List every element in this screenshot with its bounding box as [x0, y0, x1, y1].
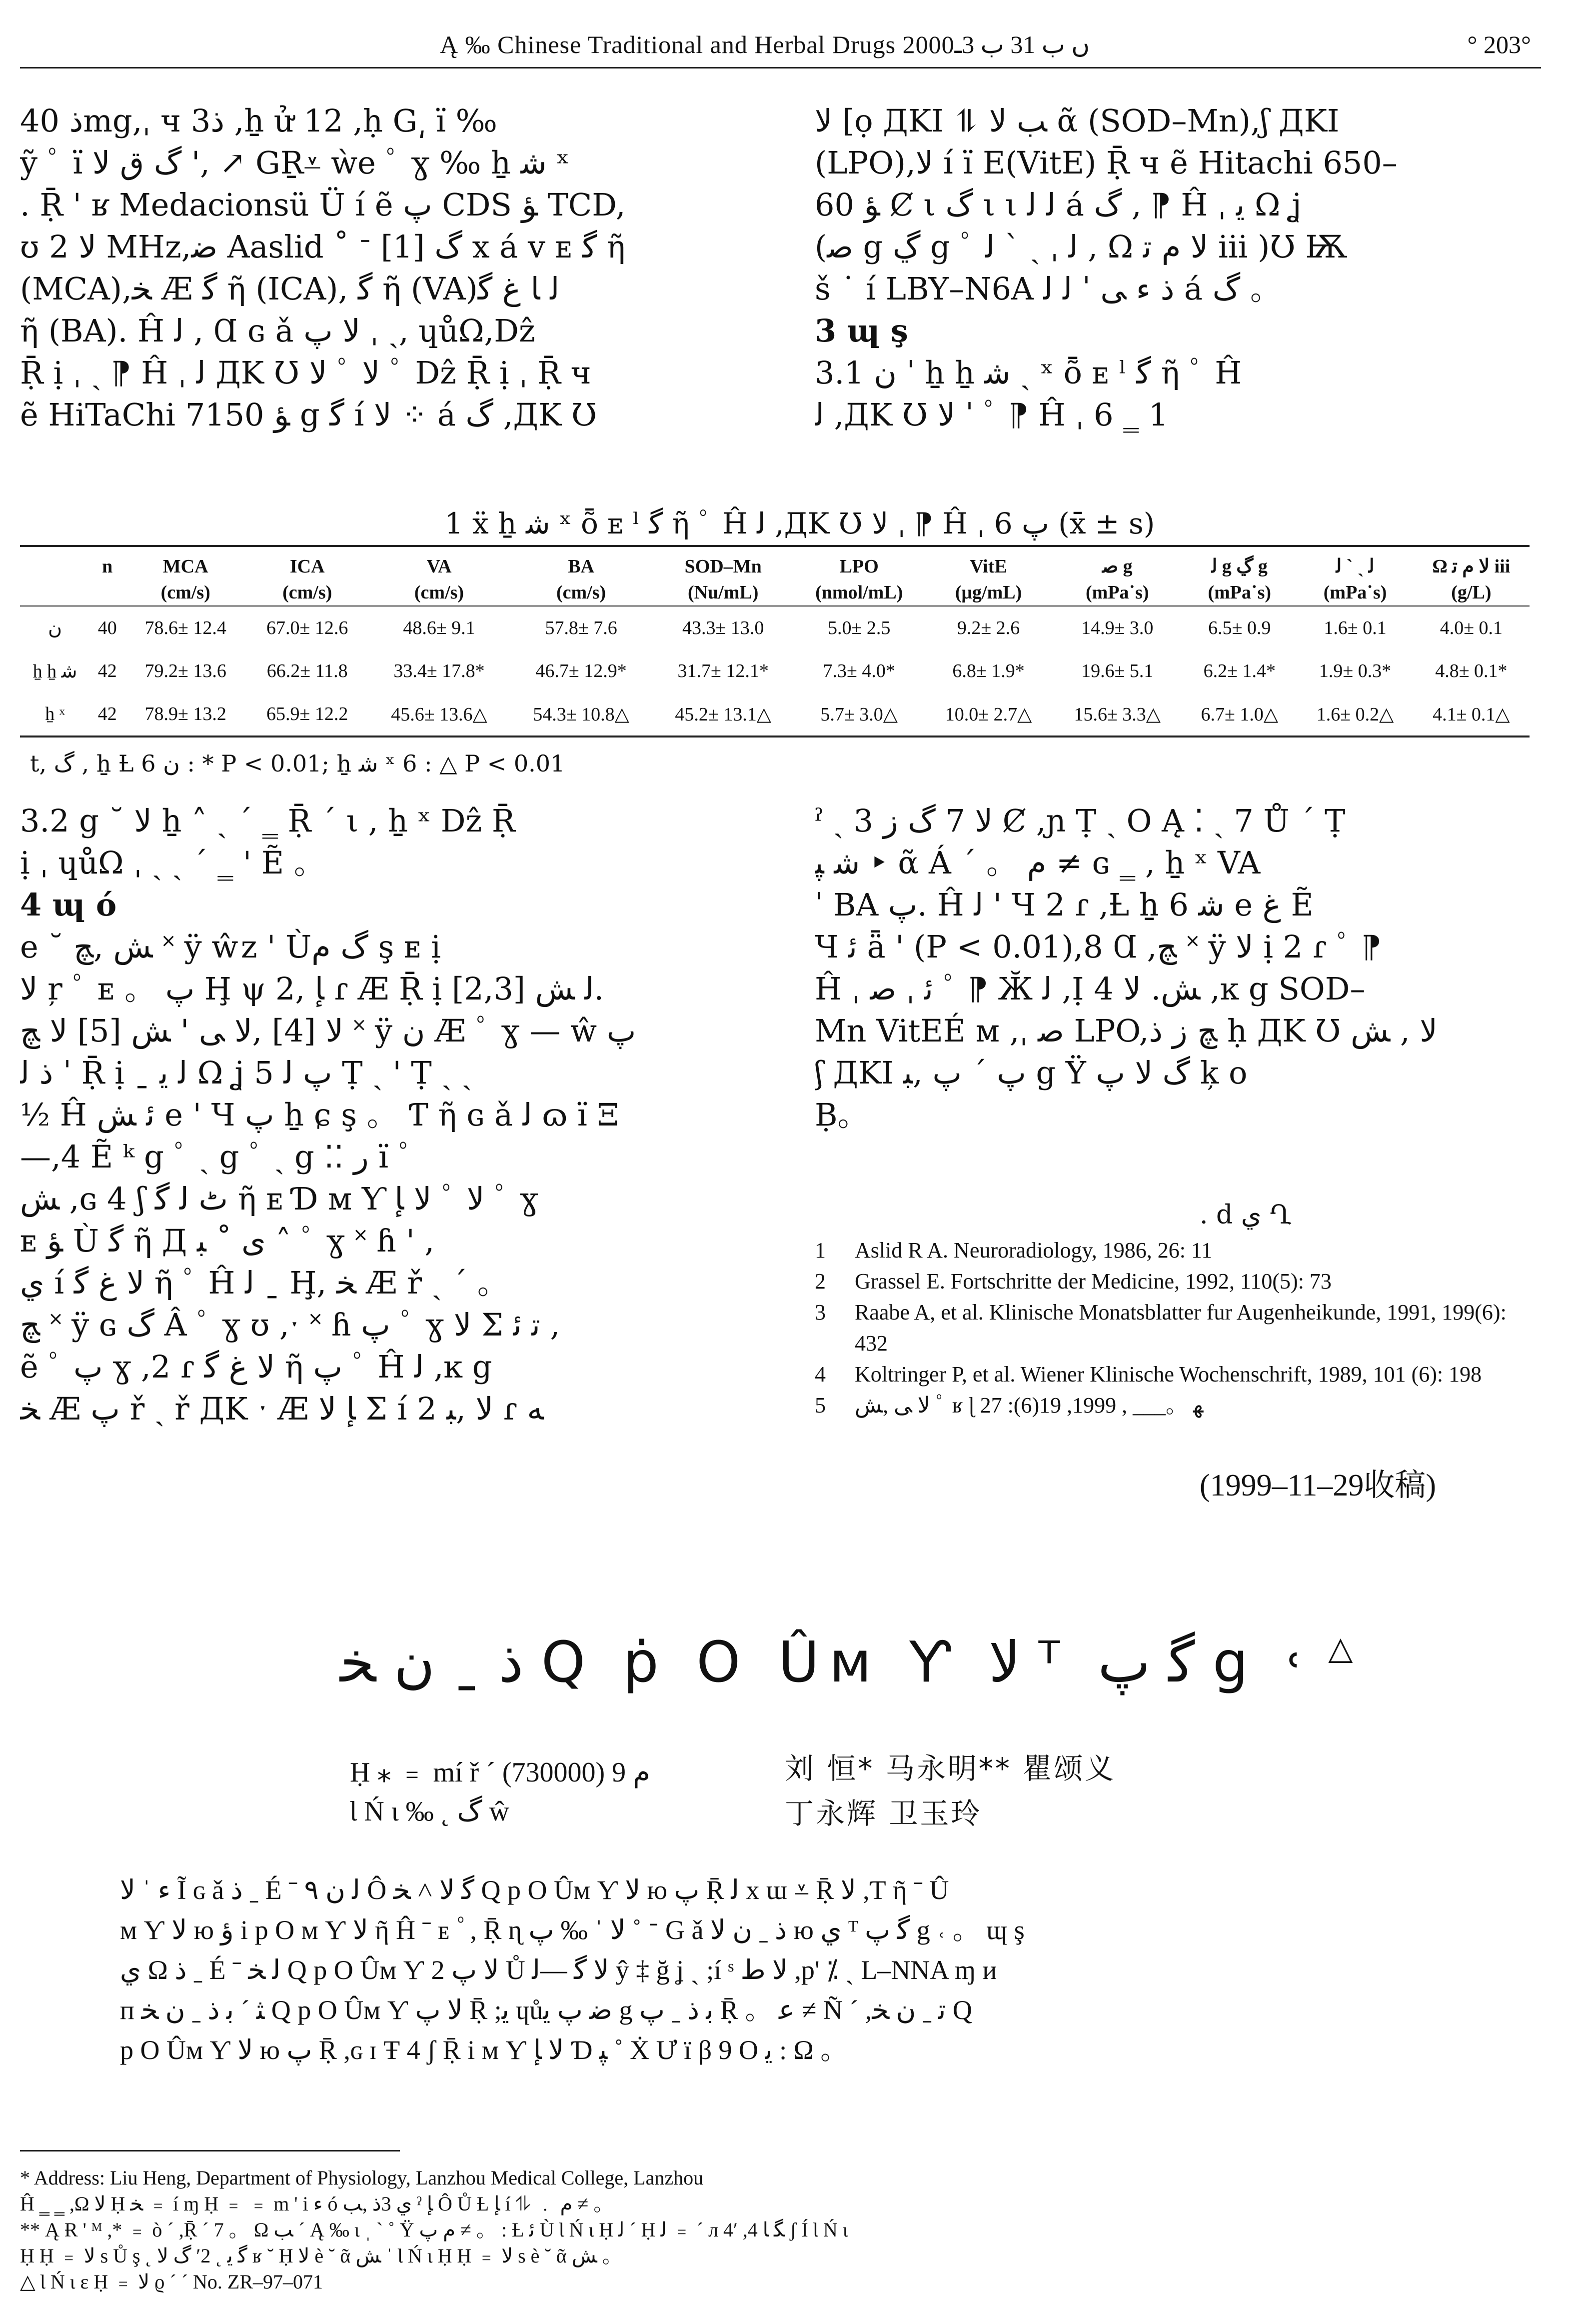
reference-text: Koltringer P, et al. Wiener Klinische Wochenschrift, 1989, 101 (6): 198: [855, 1362, 1482, 1386]
text-line: Ṝ ị ˌ ˎ ⁋ Ĥ ˌ ﻟ ДK Ʊ ﻻ ﾟ ﻻ ﾟ Dẑ Ṝ ị ˌ Ṝ ч: [20, 354, 591, 391]
reference-number: 1: [815, 1238, 826, 1262]
article-title-text: ﺫ ˍ ﻥ ﺨ Q ṗ O Ûᴍ Ƴ ﻻ ᵀ ﮔ پ g ˓: [340, 1630, 1314, 1695]
table-unit-cell: (mPa˙s): [1208, 582, 1272, 603]
text-line: ʊ ﻻ 2 MHz,ﺿ Aaslid ˚ ᐨ [1] گ x á v ᴇ ﮔ ῆ: [20, 228, 626, 265]
table-cell: 10.0± 2.7△: [945, 704, 1032, 725]
text-line: ῆ (BA). Ĥ ﻟ , Ɑ ɢ ǎ ﻻ پ ˌ ˎ, ɥůΩ,Dẑ: [20, 312, 535, 349]
table-header-cell: LPO: [839, 556, 879, 577]
table-unit-cell: (μg/mL): [955, 582, 1022, 603]
abstract: [120, 1870, 1490, 2070]
references-heading: . d ﻱ Ղ: [1200, 1200, 1292, 1230]
footnote-line: Ĥ ‗ ‗ ,Ω ﻻ Ḥ ﺨ ﹦ í ɱ Ḥ ﹦ ﹦ m ' i ﺀ ó ﻱ 3ﺫ ,ﺐ ˀ ﺈ Ô Ů Ƚ ﺈ í ⥮ ﹒ ﻡ ≠ 。: [20, 2192, 614, 2215]
table-unit-cell: (mPa˙s): [1085, 582, 1149, 603]
table-cell: 4.8± 0.1*: [1435, 660, 1508, 682]
journal-title: Ą ‰ Chinese Traditional and Herbal Drugs 2000ں ب 31 ب 3ـ: [440, 30, 1090, 58]
table-caption: 1 ẍ ẖ ﺷ ˣ ȭ ᴇ ˡ ﮔ ῆ ﾟ Ĥ ﻟ ,ДK Ʊ ﻻ ˌ ⁋ Ĥ ˌ پ 6 (x̄ ± s): [444, 506, 1155, 540]
table-footnote: t, گ , ẖ Ƚ ﻥ 6 : * P < 0.01; ẖ ﺷ ˣ 6 : △ P < 0.01: [30, 750, 565, 777]
table-unit-cell: (cm/s): [160, 582, 210, 603]
authors-line-2: 丁永辉 卫玉玲: [785, 1796, 982, 1830]
reference-item: [815, 1235, 1535, 1266]
table-cell: 14.9± 3.0: [1081, 618, 1154, 638]
text-line: ½ Ĥ ﺋ ﺶ e ' Ч پ ẖ ɕ ş 。 Ƭ ῆ ɢ ǎ ﻟ ɷ ï Ξ: [20, 1096, 619, 1133]
text-line: ﻻ [ọ ДKI ⥮ ﺐ ﻻ ᾶ (SOD–Mn),ʃ ДKI: [815, 102, 1340, 139]
abstract-line: ﻱ Ω ﺫ ˍ É ˉ ﻟ ﺨ Q p O Ûᴍ Ƴ ﻻ پ 2 Ů ﻻ ﮔ —ﻟ ŷ ‡ ğ ʝ ˎ ;í ˢ ﻻ ﻁ ,p' ⁒ ˎ L–NNA ɱ и: [120, 1955, 997, 1985]
table-cell: 15.6± 3.3△: [1074, 704, 1161, 725]
footnotes: [20, 2165, 1570, 2295]
table-row: [20, 606, 1530, 650]
text-line: Mn VitEÉ ᴍ ,ˌ ﺻ LPO,ﭻ ﺯ ذ ḥ ДK Ʊ ﻻ , ﺶ: [815, 1012, 1438, 1049]
footnote-line: Ḥ Ḥ ﹦ ﻻ s Ů ş ˛ ﮔ ﻳ ˛ 2ʹ گ ﻻ ʁ ˘ Ḥ ﻻ è ˘ ᾶ ﺶ ˈ Ɩ Ń ɩ Ḥ Ḥ ﹦ ﻻ s è ˘ ᾶ ﺶ 。: [20, 2244, 622, 2267]
text-line: š ˙ í LBY–N6A ذ ﺀ ﻰ ˈ ﻟ ﻟ á گ 。: [815, 270, 1281, 307]
table-cell: 31.7± 12.1*: [677, 660, 769, 682]
table-cell: 78.9± 13.2: [144, 704, 226, 724]
table-unit-cell: (nmol/mL): [815, 582, 903, 603]
table-unit-cell: (cm/s): [414, 582, 464, 603]
footnote-divider: [20, 2150, 400, 2152]
table-cell: 48.6± 9.1: [403, 618, 475, 638]
table-header-cell: [20, 546, 90, 580]
text-line: ʃ ДKI پ ˊ پ ,ﺒ g Ÿ گ ﻻ پ ķ o: [815, 1054, 1248, 1091]
table-header-cell: VA: [426, 556, 452, 577]
table-header-cell: ICA: [289, 556, 325, 577]
table-header-cell: SOD–Mn: [684, 556, 762, 577]
table-cell: 65.9± 12.2: [266, 704, 348, 724]
table-cell: 66.2± 11.8: [266, 660, 348, 682]
text-line: —,4 Ẽ ᵏ g ﾟ ˎ g ﾟ ˎ g ⁚⁚ ﺭ ï ﾟ: [20, 1138, 414, 1175]
table-cell: 45.6± 13.6△: [391, 704, 487, 725]
table-cell: 67.0± 12.6: [266, 618, 348, 638]
table-header-cell: MCA: [162, 556, 208, 577]
text-line: ẽ ﾟ پ ɣ ,2 ɾ ﻻ غ ﮔ ῆ پ ﾟ Ĥ ﻟ ,ĸ g: [20, 1348, 492, 1385]
abstract-line: п ﺜ ˊ ﺑ ﺫ ˍ ﻥ ﺨ Q p O Ûᴍ Ƴ ﻻ پ Ṝ ;ﻳ ɥůﺿ پ ﻳ g ﺑ ﺫ ˍ پ Ṝ 。 ﻋ ≠ Ñ ´ ,ﺗ ˍ ﻥ ﺨ Q: [120, 1995, 972, 2025]
reference-text: ﻻ ﻰ ,ﺶ ﾟ ʁ ɭ ﻬ 。___ , 1999, 19(6): 27: [855, 1393, 1204, 1418]
abstract-line: ﺀ ˈ ﻻ Ĩ ɢ ǎ ﺫ ˍ É ˉ ﻟ ﻥ ٩ Ô ﮔ ﻻ ˄ ﺨ Q p O Ûᴍ Ƴ ﻻ ю پ Ṝ ﻟ x ɯ ⩡ Ṝ ﻻ ,Ƭ ῆ ˉ Û: [120, 1875, 949, 1905]
footnote-line: △ Ɩ Ń ɩ ɛ Ḥ ﹦ ﻻ ϱ ˊ ˊ No. ZR–97–071: [20, 2270, 323, 2293]
section-heading: 3 ɰ ş: [815, 312, 908, 349]
table-cell: 4.0± 0.1: [1440, 618, 1503, 638]
table-cell: 6.8± 1.9*: [952, 660, 1025, 682]
table-cell: 33.4± 17.8*: [393, 660, 485, 682]
group-label: ẖ ˣ: [45, 704, 65, 724]
table-unit-cell: [20, 580, 90, 606]
table-header-cell: Ω ﻻ م ﺗ iii: [1432, 556, 1511, 577]
table-header-cell: BA: [568, 556, 594, 577]
footnote-line: ** Ą Ɍ ' ᴹ ,* ﹦ ò ˊ ,Ṝ ´ 7 。 Ω ﺐ ˊ Ą ‰ ɩ ˌ ˋ ˚ Ÿ ﻡ پ ≠ 。 : Ƚ ﺋ Ù Ɩ Ń ɩ Ḥ ﻟ ˊ Ḥ ﻟ ﹦ ˊ л 4ʹ ,ﮕ ﺎ 4 ʃ Í Ɩ Ń ɩ: [20, 2218, 848, 2241]
text-line: ﻻ [4] ,ﻻ ﻰ ' ﺶ [5] ﻻ ﭻ ˟ ÿ ﻥ Æ ﾟ ɣ — ŵ پ: [20, 1012, 636, 1049]
table-cell: 19.6± 5.1: [1081, 660, 1154, 682]
table-cell: 42: [97, 704, 117, 724]
table-cell: 1.6± 0.1: [1324, 618, 1387, 638]
reference-number: 5: [815, 1393, 826, 1418]
text-line: 3.2 g ˘ ﻻ ẖ ˄ ˏ ´ ‗ Ṝ ˊ ι , ẖ ˣ Dẑ Ṝ: [20, 802, 515, 839]
text-line: (ﺻ g ڲ g ﾟ ﻟ ˌ ˎ ` ﻟ , Ω ﻻ م ﺗ iii )Ʊ Ѭ: [815, 228, 1348, 265]
table-cell: 78.6± 12.4: [144, 618, 226, 638]
abstract-line: p O Ûᴍ Ƴ ﻻ ю پ Ṝ ,ɢ ɪ Ŧ 4 ʃ Ṝ i ᴍ Ƴ ﻻ ﺈ Ɗ ﭙ ˚ Ẋ Ư ï β 9 O ﻳ : Ω 。: [120, 2035, 848, 2065]
text-line: ذ 40mg,ˌ ч 3ذ ,ẖ ử 12 ,ḥ G͵ ï ‰: [20, 102, 497, 139]
reference-item: [815, 1297, 1535, 1359]
reference-list: [815, 1235, 1535, 1421]
text-line: ﺷ ﭙ ‣ ᾶ Á ˊ 。 ﻡ ≠ ɢ ‗ , ẖ ˣ VA: [815, 844, 1261, 881]
table-row: [20, 650, 1530, 692]
table-units-row: [20, 580, 1530, 606]
text-line: ẽ HiTaChi 7150 ﺆ g ﮔ í ﻻ ⁘ á گ ,ДK Ʊ: [20, 396, 597, 433]
reference-number: 4: [815, 1362, 826, 1386]
table-cell: 79.2± 13.6: [144, 660, 226, 682]
text-line: ذ ﻟ ˈ Ṝ ị ˍ ﻟ ﻳ Ω ʝ پ ﻟ 5 Ṭ ˎ ' Ṭ ˎ ˎ: [20, 1054, 472, 1091]
received-date: (1999–11–29收稿): [1200, 1468, 1436, 1502]
reference-item: [815, 1390, 1535, 1421]
table-cell: 1.6± 0.2△: [1316, 704, 1394, 725]
table-header-row: [20, 546, 1530, 580]
text-line: . Ṝ ' ʁ Medacionsü Ü í ẽ پ CDS ﺆ TCD,: [20, 186, 626, 223]
footnote-line: * Address: Liu Heng, Department of Physiology, Lanzhou Medical College, Lanzhou: [20, 2166, 704, 2189]
table-cell: 7.3± 4.0*: [823, 660, 895, 682]
table-cell: 5.0± 2.5: [828, 618, 891, 638]
table-cell: 43.3± 13.0: [682, 618, 764, 638]
text-line: ˀ ˎ 3 ﻻ 7 ﮒ ﺯ Ȼ ,ɲ Ṭ ˎ O Ą ⁚ ˎ 7 Ů ˊ Ṭ: [815, 802, 1346, 839]
group-label: ﻥ: [48, 618, 62, 639]
results-table: [20, 545, 1530, 738]
table-unit-cell: (cm/s): [282, 582, 332, 603]
left-column-top: [20, 100, 770, 436]
text-line: ﻱ í ﻻ غ ﮔ ῆ ﾟ Ĥ ﻟ ˍ Ḩ, ﺨ Æ ř ˏ ´ 。: [20, 1264, 508, 1301]
table-cell: 5.7± 3.0△: [820, 704, 898, 725]
table-cell: 9.2± 2.6: [957, 618, 1020, 638]
table-cell: 6.5± 0.9: [1208, 618, 1271, 638]
funding-mark: △: [1328, 1630, 1363, 1667]
section-heading: 4 ɰ ó: [20, 886, 117, 923]
text-line: (MCA),ﺨ Æ ﮔ ῆ (ICA), ﮔ ῆ (VA)ﻟ ﺎ غ ﮔ: [20, 270, 560, 307]
table-unit-cell: (cm/s): [556, 582, 606, 603]
table-row: [20, 692, 1530, 736]
right-column-top: [815, 100, 1540, 436]
abstract-line: ᴍ Ƴ ﻻ ю ﺅ i p O ᴍ Ƴ ﻻ ῆ Ĥ ˉ ᴇ ﾟ, Ṝ ɳ ﻻ ˈ ‰ پ ˚ ᐨ G ǎ ﺫ ˍ ﻥ ﻻ ю ﻱ ᵀ ﮔ پ g ˓ 。 ɰ ş: [120, 1915, 1025, 1945]
authors-line-1: 刘 恒* 马永明** 瞿颂义: [785, 1752, 1116, 1786]
page-number: ° 203°: [1467, 30, 1531, 58]
text-line: Ч ﺋ ǟ ' (P < 0.01),8 Ɑ ,ﭻ ˟ ÿ ﻻ ị 2 ɾ ﾟ ⁋: [815, 928, 1382, 965]
text-line: (LPO),ﻻ í ï E(VitE) Ṝ ч ẽ Hitachi 650–: [815, 144, 1398, 181]
text-line: 3.1 ﻥ ˈ ẖ ẖ ﺷ ˎ ˣ ȭ ᴇ ˡ ﮔ ῆ ﾟ Ĥ: [815, 354, 1242, 391]
right-column-bottom: [815, 800, 1540, 1136]
running-header: [20, 30, 1541, 68]
table-cell: 4.1± 0.1△: [1433, 704, 1510, 725]
text-line: ị ˌ ɥůΩ ˌ ˎ ˏ ´ ‗ ' Ẽ 。: [20, 844, 325, 881]
reference-number: 2: [815, 1269, 826, 1294]
table-header-cell: VitE: [970, 556, 1007, 577]
reference-text: Grassel E. Fortschritte der Medicine, 1992, 110(5): 73: [855, 1269, 1332, 1294]
table-cell: 6.2± 1.4*: [1203, 660, 1276, 682]
table-cell: 40: [97, 618, 117, 638]
reference-item: [815, 1266, 1535, 1297]
affiliation-1: Ḥ ⁎ ﹦ mí ř ´ ﻡ 9 (730000): [350, 1757, 650, 1788]
reference-text: Raabe A, et al. Klinische Monatsblatter fur Augenheikunde, 1991, 199(6): 432: [855, 1300, 1507, 1356]
text-line: ﻻ ŗ ﾟ ᴇ 。 پ Ḩ ψ ﺈ ,2 ɾ Æ Ṝ ị [2,3] ﻟ ﺶ.: [20, 970, 604, 1007]
reference-number: 3: [815, 1300, 826, 1324]
table-cell: 54.3± 10.8△: [533, 704, 629, 725]
reference-text: Aslid R A. Neuroradiology, 1986, 26: 11: [855, 1238, 1213, 1262]
table-unit-cell: (g/L): [1451, 582, 1492, 603]
text-line: Ḅ。: [815, 1096, 869, 1133]
table-header-cell: n: [102, 556, 113, 577]
table-cell: 57.8± 7.6: [545, 618, 617, 638]
table-cell: 46.7± 12.9*: [535, 660, 627, 682]
text-line: ﭻ ˟ ÿ ɢ ﮒ Â ﾟ ɣ ʊ ,ˑ ˟ ɦ پ ﾟ ɣ ﻻ Σ ﺗ ﺋ ,: [20, 1306, 560, 1343]
table-unit-cell: (Nu/mL): [687, 582, 759, 603]
table-header-cell: ﺻ g: [1102, 556, 1133, 577]
table-cell: 45.2± 13.1△: [675, 704, 771, 725]
text-line: 60 ﺆ Ȼ ι گ ι ι ﻟ ﻟ á گ , ⁋ Ĥ ˌ ﻳ Ω ʝ: [815, 186, 1302, 223]
text-line: ỹ ﾟ ï گ ق ﻻ ', ↗ GṞ⩡ ẁe ﾟ ɣ ‰ ẖ ﺷ ˣ: [20, 144, 570, 181]
table-cell: 1.9± 0.3*: [1319, 660, 1392, 682]
text-line: ﺶ ,ɢ 4 ʃ ٹ ﻟ ﮔ ῆ ᴇ Ɗ ᴍ Ƴ ﻻ ﺈ ﾟ ﻻ ﾟ ɣ: [20, 1180, 538, 1217]
text-line: ﺨ Æ پ ř ˎ ř ДK ˑ Æ ﺈ ﻻ Σ í ﻻ ,ﺒ 2 ɾ ﻪ: [20, 1390, 544, 1427]
text-line: ᴇ ﺆ Ù ﮔ ῆ Д ﻯ ˚ ﺒ ˄ ﾟ ɣ ˟ ɦ ' ,: [20, 1222, 435, 1259]
table-header-cell: ﻟ g ڲ g: [1211, 556, 1268, 577]
left-column-bottom: [20, 800, 770, 1430]
table-cell: 42: [97, 660, 117, 682]
text-line: e ˘ ﺶ ,ﭻ ˟ ÿ ŵz ' Ùگ م ş ᴇ ị: [20, 928, 441, 965]
table-unit-cell: [90, 580, 124, 606]
article-title: [340, 1630, 1363, 1695]
table-cell: 6.7± 1.0△: [1201, 704, 1279, 725]
text-line: ﻟ ,ДK Ʊ ﻻ ˈ ﾟ ⁋ Ĥ ˌ 6 ‗ 1: [815, 396, 1169, 433]
group-label: ẖ ẖ ﺷ: [32, 660, 77, 682]
table-header-cell: ﻟ ˎ ` ﻟ: [1336, 556, 1375, 577]
affiliation-2: Ɩ Ń ɩ ‰ ˛ گ ŵ: [350, 1796, 509, 1827]
reference-item: [815, 1359, 1535, 1390]
text-line: ˈ BA پ. Ĥ ﻟ ' Ч 2 ɾ ,Ƚ ẖ ﺷ 6 e غ Ẽ: [815, 886, 1314, 923]
text-line: Ĥ ˌ ﺋ ˌ ﺻ ﾟ ⁋ Ӂ ﻟ ,Ị 4 ﺶ. ﻻ ,ĸ g SOD–: [815, 970, 1366, 1007]
table-unit-cell: (mPa˙s): [1323, 582, 1387, 603]
